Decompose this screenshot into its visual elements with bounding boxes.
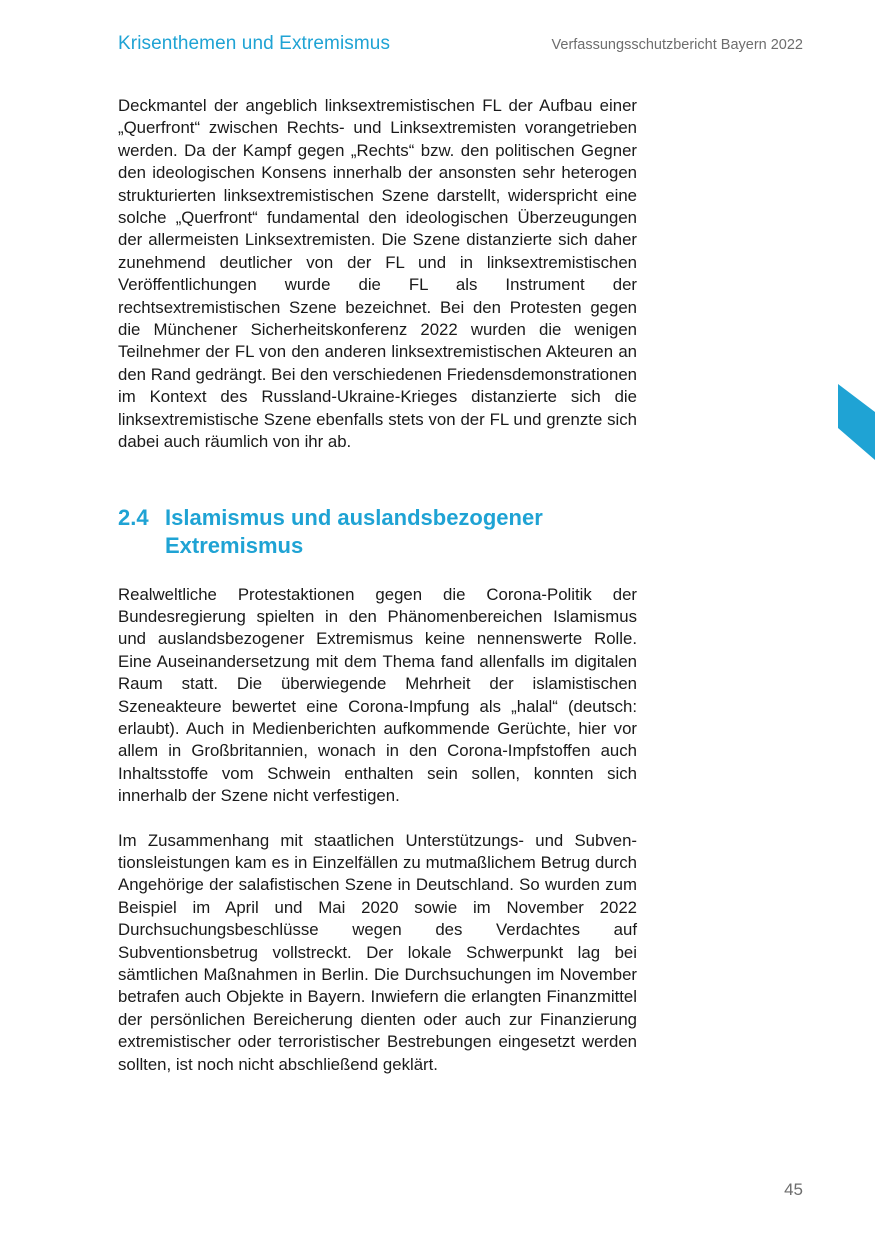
section-number: 2.4 xyxy=(118,504,149,530)
running-header-chapter: Krisenthemen und Extremismus xyxy=(118,33,391,54)
chapter-tab-marker xyxy=(838,384,875,460)
running-header-publication: Verfassungsschutzbericht Bayern 2022 xyxy=(551,37,803,53)
page-content xyxy=(118,95,637,1076)
body-paragraph: Deckmantel der angeblich linksextremistischen FL der Aufbau einer „Querfront“ zwischen Rechts- und Linksextremisten vorangetrieben werden. Da der Kampf gegen „Rechts“ bzw. den politischen Gegner den ideologischen Konsens innerhalb der ansonsten sehr heterogen strukturierten linksextremistischen Szene darstellt, widerspricht eine solche „Querfront“ fundamental den ideologischen Überzeugungen der allermeisten Linksextremisten. Die Szene distanzierte sich daher zunehmend deutlicher von der FL und in linksextremistischen Veröffentlichungen wurde die FL als Instrument der rechtsextremistischen Szene bezeichnet. Bei den Protesten gegen die Münchener Sicherheitskonferenz 2022 wurden die wenigen Teilnehmer der FL von den anderen linksextremistischen Akteuren an den Rand gedrängt. Bei den verschiedenen Friedensdemonstrationen im Kontext des Russland-Ukraine-Krieges distanzierte sich die linksextremistische Szene ebenfalls stets von der FL und grenzte sich dabei auch räumlich von ihr ab. xyxy=(118,96,637,452)
body-paragraph: Im Zusammenhang mit staatlichen Unterstützungs- und Subventionsleistungen kam es in Einzelfällen zu mutmaßlichem Betrug durch Angehörige der salafistischen Szene in Deutschland. So wurden zum Beispiel im April und Mai 2020 sowie im November 2022 Durchsuchungsbeschlüsse wegen des Verdachtes auf Subventionsbetrug vollstreckt. Der lokale Schwerpunkt lag bei sämtlichen Maßnahmen in Berlin. Die Durchsuchungen im November betrafen auch Objekte in Bayern. Inwiefern die erlangten Finanzmittel der persönlichen Bereicherung dienten oder auch zur Finanzierung extremistischer oder terroristischer Bestrebungen eingesetzt werden sollten, ist noch nicht abschließend geklärt. xyxy=(118,830,637,1074)
section-heading xyxy=(118,504,637,560)
page-number: 45 xyxy=(784,1180,803,1199)
section-title: Islamismus und auslandsbezogener Extremismus xyxy=(165,504,543,558)
body-paragraph: Realweltliche Protestaktionen gegen die Corona-Politik der Bundesregierung spielten in den Phänomenbereichen Islamismus und auslandsbezogener Extremismus keine nennenswerte Rolle. Eine Auseinandersetzung mit dem Thema fand allenfalls im digitalen Raum statt. Die überwiegende Mehrheit der islamistischen Szeneakteure bewertet eine Corona-Impfung als „halal“ (deutsch: erlaubt). Auch in Medienberichten aufkommende Gerüchte, hier vor allem in Großbritannien, wonach in den Corona-Impfstoffen auch Inhaltsstoffe vom Schwein enthalten sein sollen, konnten sich innerhalb der Szene nicht verfestigen. xyxy=(118,584,637,806)
